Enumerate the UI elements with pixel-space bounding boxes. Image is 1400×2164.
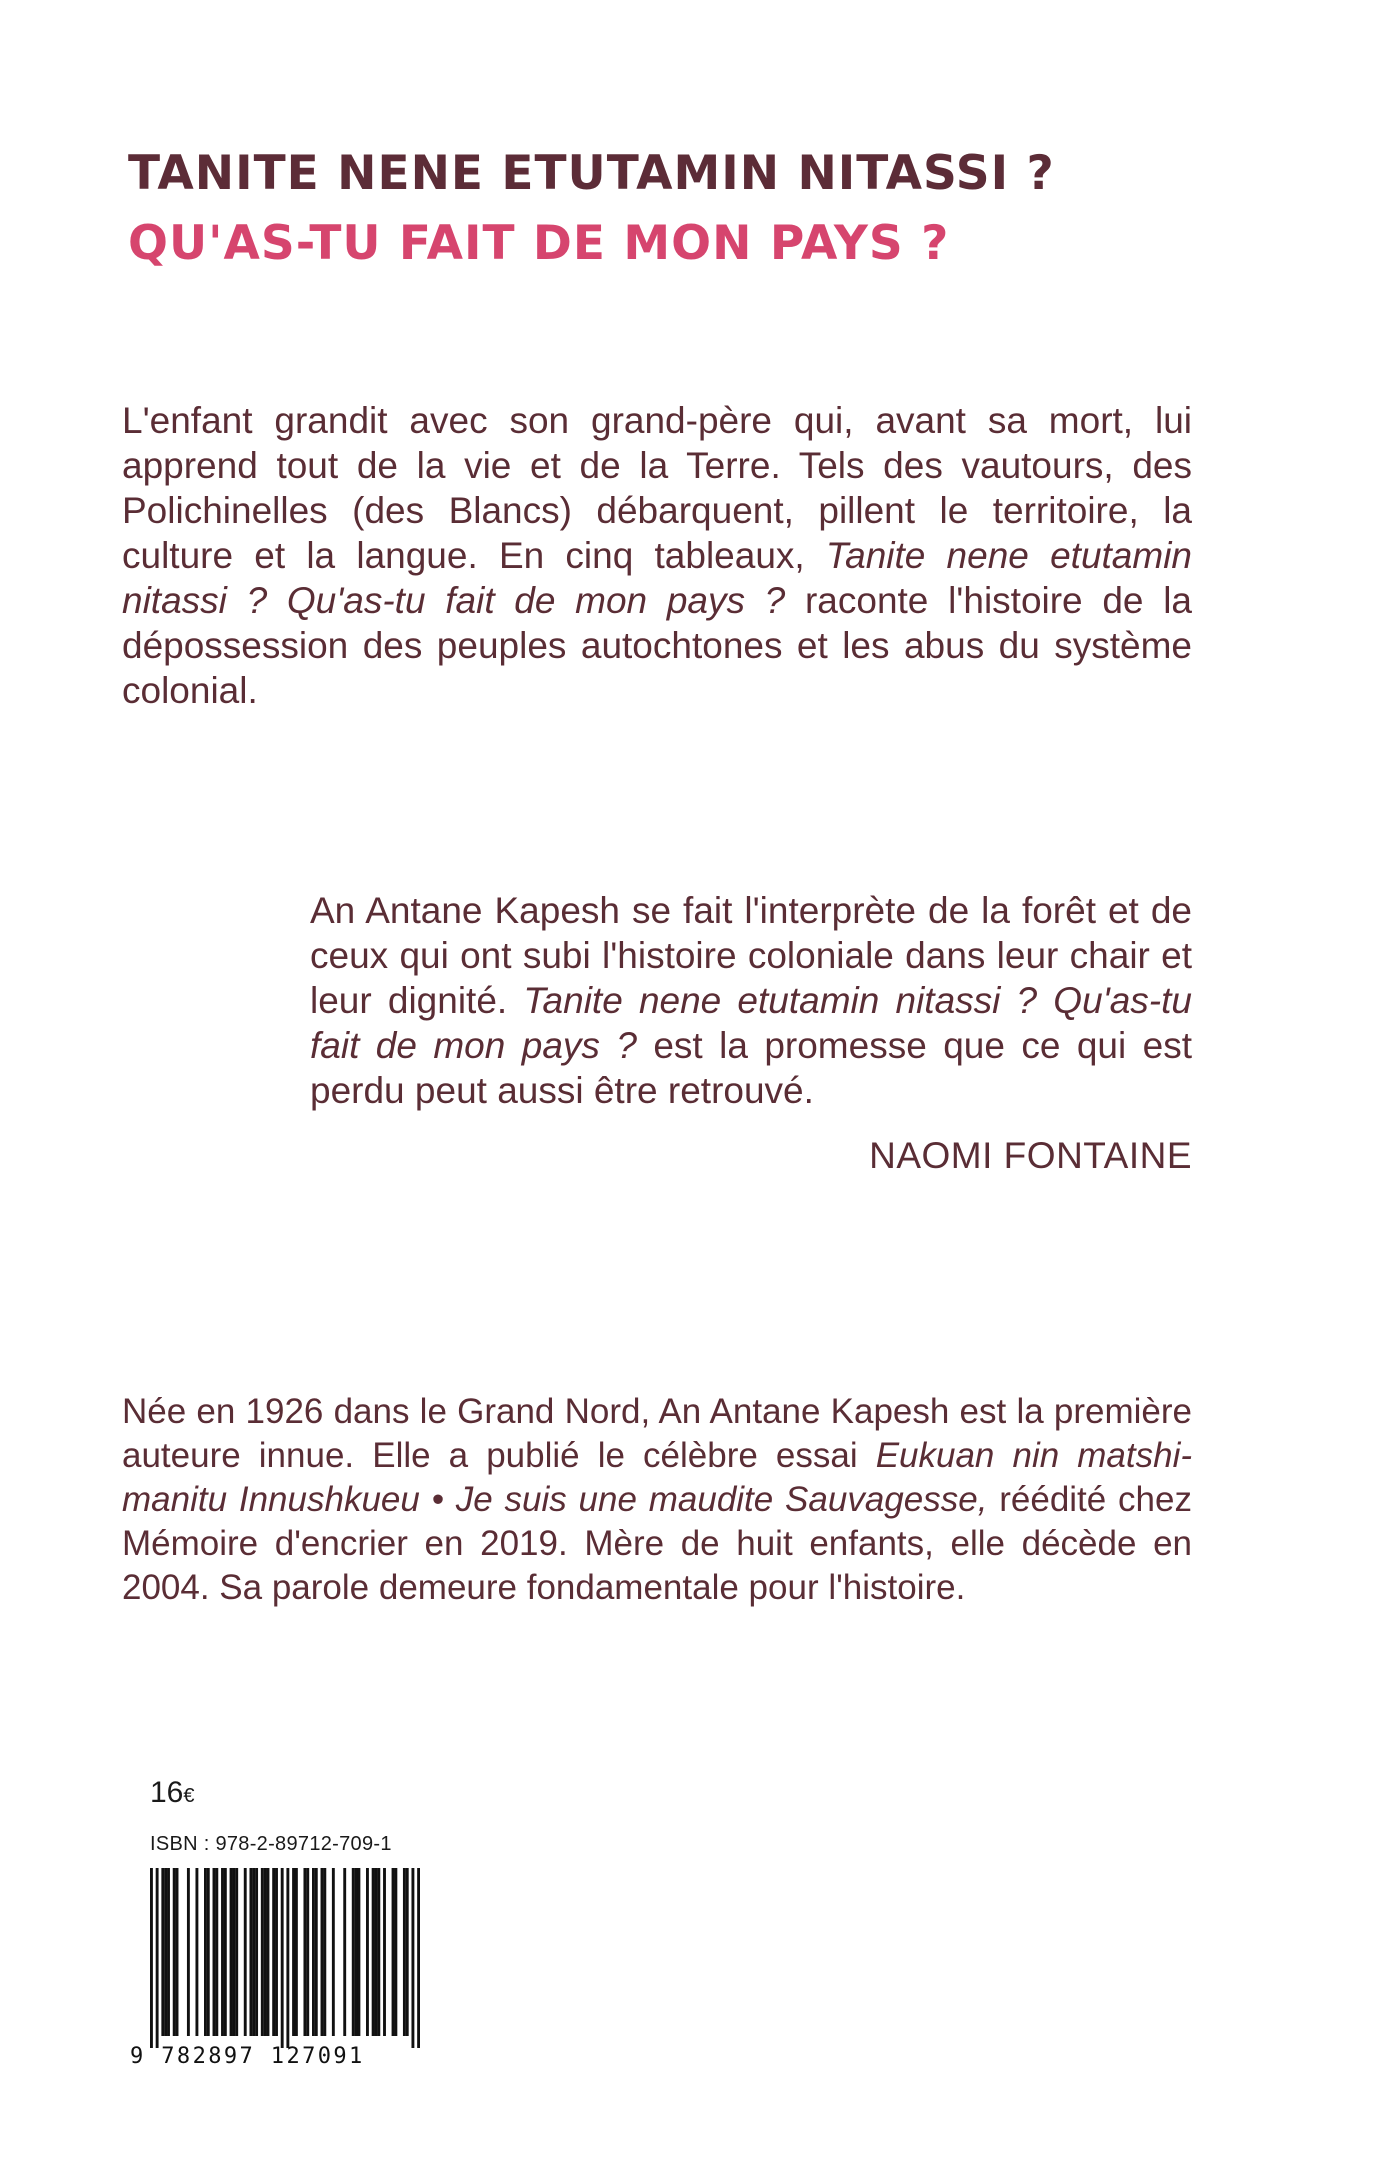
barcode-bar	[375, 1868, 378, 2036]
barcode-bar	[164, 1868, 167, 2036]
barcode	[150, 1868, 420, 2048]
title-french: QU'AS-TU FAIT DE MON PAYS ?	[128, 216, 950, 271]
barcode-bar	[377, 1868, 380, 2036]
bio-essay-title: Eukuan nin matshi-manitu Innushkueu • Je suis une maudite Sauvagesse,	[122, 1436, 1192, 1519]
barcode-bar	[232, 1868, 235, 2036]
barcode-bar	[204, 1868, 207, 2036]
barcode-bar	[315, 1868, 318, 2036]
barcode-bar	[213, 1868, 216, 2036]
title-innu: TANITE NENE ETUTAMIN NITASSI ?	[128, 146, 1055, 201]
barcode-bar	[161, 1868, 164, 2036]
barcode-bar	[249, 1868, 252, 2036]
barcode-bar	[403, 1868, 406, 2036]
barcode-bar	[224, 1868, 227, 2036]
barcode-bar	[295, 1868, 298, 2036]
barcode-bar	[321, 1868, 324, 2036]
summary-book-title: Tanite nene etutamin nitassi ? Qu'as-tu fait de mon pays ?	[122, 535, 1192, 621]
summary-paragraph	[122, 398, 1192, 713]
barcode-bar	[332, 1868, 335, 2036]
barcode-bar	[215, 1868, 218, 2036]
barcode-digits: 9 782897 127091	[130, 2044, 365, 2069]
barcode-bar	[306, 1868, 309, 2036]
barcode-bar	[261, 1868, 264, 2036]
summary-text-before: L'enfant grandit avec son grand-père qui, avant sa mort, lui apprend tout de la vie et de la Terre. Tels des vautours, des Polichinelles (des Blancs) débarquent, pillent le territoire, la culture et la langue. En cinq tableaux,	[122, 400, 1192, 576]
bio-text-before: Née en 1926 dans le Grand Nord, An Antane Kapesh est la première auteure innue. Elle a publié le célèbre essai	[122, 1392, 1192, 1475]
barcode-bar	[167, 1868, 170, 2036]
barcode-bar	[406, 1868, 409, 2036]
barcode-bar	[372, 1868, 375, 2036]
barcode-bar	[207, 1868, 210, 2036]
barcode-bar	[394, 1868, 397, 2036]
barcode-bar	[357, 1868, 360, 2036]
barcode-bar	[392, 1868, 395, 2036]
isbn-label: ISBN : 978-2-89712-709-1	[150, 1833, 392, 1855]
barcode-bar	[275, 1868, 278, 2036]
barcode-bar	[411, 1868, 414, 2048]
barcode-bar	[230, 1868, 233, 2036]
barcode-bar	[195, 1868, 198, 2036]
barcode-bar	[150, 1868, 153, 2048]
barcode-bar	[235, 1868, 238, 2036]
barcode-bar	[383, 1868, 386, 2036]
barcode-bar	[244, 1868, 247, 2036]
barcode-bar	[292, 1868, 295, 2036]
quote-text-after: est la promesse que ce qui est perdu peut aussi être retrouvé.	[310, 1025, 1192, 1111]
barcode-bar	[323, 1868, 326, 2036]
barcode-bar	[264, 1868, 267, 2036]
quote-text-before: An Antane Kapesh se fait l'interprète de la forêt et de ceux qui ont subi l'histoire coloniale dans leur chair et leur dignité.	[310, 890, 1192, 1021]
barcode-bar	[187, 1868, 190, 2036]
price-amount: 16	[150, 1776, 184, 1809]
barcode-bar	[255, 1868, 258, 2036]
barcode-bar	[355, 1868, 358, 2036]
barcode-bar	[281, 1868, 284, 2048]
barcode-bar	[343, 1868, 346, 2036]
barcode-bars	[150, 1868, 420, 2048]
barcode-bar	[173, 1868, 176, 2036]
barcode-bar	[156, 1868, 159, 2048]
barcode-bar	[176, 1868, 179, 2036]
author-bio	[122, 1390, 1192, 1610]
barcode-bar	[221, 1868, 224, 2036]
barcode-bar	[252, 1868, 255, 2036]
price-currency: €	[183, 1785, 195, 1807]
barcode-bar	[312, 1868, 315, 2036]
quote-author: NAOMI FONTAINE	[869, 1135, 1192, 1176]
barcode-bar	[286, 1868, 289, 2048]
quote-book-title: Tanite nene etutamin nitassi ? Qu'as-tu fait de mon pays ?	[310, 980, 1192, 1066]
barcode-bar	[267, 1868, 270, 2036]
bio-text-after: réédité chez Mémoire d'encrier en 2019. Mère de huit enfants, elle décède en 2004. Sa parole demeure fondamentale pour l'histoire.	[122, 1480, 1192, 1607]
barcode-bar	[417, 1868, 420, 2048]
quote-paragraph	[310, 888, 1192, 1113]
summary-text-after: raconte l'histoire de la dépossession des peuples autochtones et les abus du système colonial.	[122, 580, 1192, 711]
barcode-bar	[272, 1868, 275, 2036]
barcode-bar	[366, 1868, 369, 2036]
price	[150, 1776, 195, 1810]
barcode-bar	[303, 1868, 306, 2036]
barcode-bar	[352, 1868, 355, 2036]
